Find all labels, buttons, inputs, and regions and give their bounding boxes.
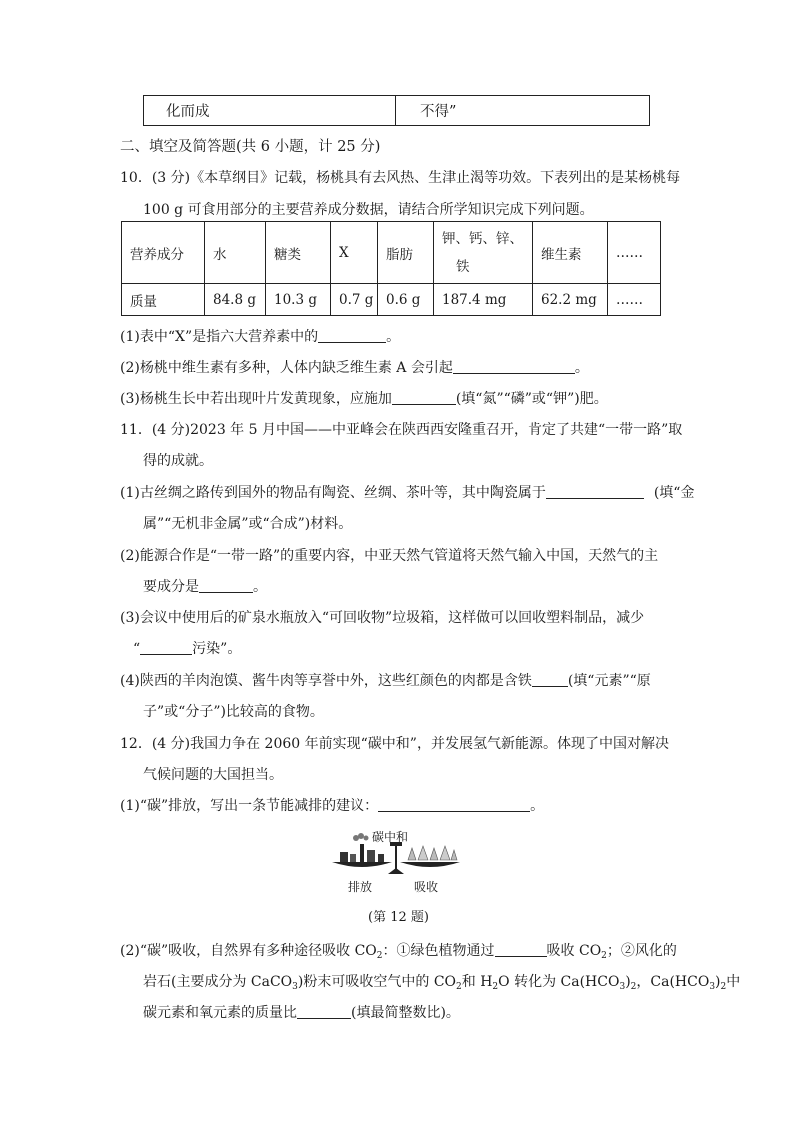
top-table-fragment [143, 95, 650, 126]
q12-part1 [120, 795, 544, 815]
figure-label-emission: 排放 [348, 880, 373, 894]
q12-part1-text: (1)“碳”排放，写出一条节能减排的建议： [120, 798, 379, 814]
nutrition-row-label: 质量 [122, 284, 205, 316]
nutrition-value-row [122, 284, 661, 316]
q12-part2-text: (填最简整数比)。 [351, 1005, 460, 1021]
answer-blank [495, 941, 547, 957]
answer-blank [546, 483, 644, 499]
subscript: 2 [376, 951, 383, 961]
q12-stem-line2: 气候问题的大国担当。 [143, 767, 283, 783]
q11-part4 [120, 670, 651, 690]
q11-part1-text-cont: (填“金 [653, 485, 695, 501]
nutrition-value-cell: 62.2 mg [533, 284, 608, 316]
subscript: 2 [601, 951, 607, 961]
q11-part4-text: (4)陕西的羊肉泡馍、酱牛肉等享誉中外，这些红颜色的肉都是含铁 [120, 673, 532, 689]
answer-blank [378, 796, 530, 812]
q12-part2-text: )粉末可吸收空气中的 CO [297, 974, 457, 990]
q12-part2 [120, 940, 677, 961]
nutrition-value-cell: 84.8 g [205, 284, 266, 316]
minerals-label-line1: 钾、钙、锌、 [442, 230, 523, 247]
q12-part2-text: 碳元素和氧元素的质量比 [143, 1005, 297, 1021]
nutrition-header-row [122, 222, 661, 284]
q11-part1 [120, 482, 694, 502]
q12-part2-text: 岩石(主要成分为 CaCO [143, 974, 293, 990]
nutrition-header-cell: 水 [205, 222, 266, 284]
nutrition-value-cell: 10.3 g [266, 284, 331, 316]
nutrition-value-cell: 0.7 g [331, 284, 378, 316]
q11-stem-line2: 得的成就。 [143, 453, 213, 469]
subscript: 3 [292, 982, 298, 992]
subscript: 2 [720, 982, 727, 992]
nutrition-value-cell: 0.6 g [378, 284, 434, 316]
q11-part2-end: 。 [253, 579, 267, 595]
minerals-label-line2: 铁 [456, 258, 470, 275]
q12-part2-text: 和 H [461, 974, 493, 990]
q11-part2: (2)能源合作是“一带一路”的重要内容，中亚天然气管道将天然气输入中国，天然气的主 [120, 548, 659, 564]
nutrition-value-cell: …… [608, 284, 661, 316]
figure-label-absorption: 吸收 [414, 880, 439, 894]
q11-part3-line2 [133, 638, 241, 658]
q12-part2-text: ：①绿色植物通过 [382, 943, 495, 959]
q10-part3-text: (3)杨桃生长中若出现叶片发黄现象，应施加 [120, 391, 392, 407]
q11-part4-line2: 子”或“分子”)比较高的食物。 [143, 704, 324, 720]
subscript: 2 [630, 982, 637, 992]
q12-part2-text: ) [625, 974, 631, 990]
answer-blank [199, 577, 253, 593]
q12-part2-line2 [143, 971, 740, 992]
q12-part2-text: ，Ca(HCO [636, 974, 710, 990]
q12-stem-line1: 12．(4 分)我国力争在 2060 年前实现“碳中和”，并发展氢气新能源。体现了中国对解决 [120, 736, 669, 752]
q10-stem-line1: 10．(3 分)《本草纲目》记载，杨桃具有去风热、生津止渴等功效。下表列出的是某杨桃每 [120, 170, 681, 186]
q10-part3-end: (填“氮”“磷”或“钾”)肥。 [455, 391, 608, 407]
q10-part2-end: 。 [574, 360, 589, 376]
q10-part3 [120, 388, 608, 408]
q11-part3-quote: “ [133, 641, 141, 657]
nutrition-header-cell: 脂肪 [378, 222, 434, 284]
q11-part1-text: (1)古丝绸之路传到国外的物品有陶瓷、丝绸、茶叶等，其中陶瓷属于 [120, 485, 546, 501]
q10-part1-text: (1)表中“X”是指六大营养素中的 [120, 329, 319, 345]
answer-blank [140, 639, 192, 655]
q12-part2-text: ) [715, 974, 721, 990]
q11-part3: (3)会议中使用后的矿泉水瓶放入“可回收物”垃圾箱，这样做可以回收塑料制品，减少 [120, 610, 645, 626]
q10-stem-line2: 100 g 可食用部分的主要营养成分数据，请结合所学知识完成下列问题。 [143, 202, 594, 218]
answer-blank [297, 1003, 351, 1019]
q11-part4-text-cont: (填“元素”“原 [567, 673, 651, 689]
subscript: 2 [492, 982, 499, 992]
answer-blank [453, 358, 575, 374]
top-table-cell-left: 化而成 [166, 104, 210, 120]
q10-part2 [120, 357, 589, 377]
q11-stem-line1: 11．(4 分)2023 年 5 月中国——中亚峰会在陕西西安隆重召开，肯定了共建“一带一路”取 [120, 422, 683, 438]
carbon-balance-figure [330, 830, 462, 900]
nutrition-header-cell: …… [608, 222, 661, 284]
q10-part1-end: 。 [386, 329, 401, 345]
q12-part2-text: O 转化为 Ca(HCO [498, 974, 620, 990]
q12-part2-text: (2)“碳”吸收，自然界有多种途径吸收 CO [120, 943, 377, 959]
top-table-cell-right: 不得” [395, 96, 649, 125]
q11-part3-end: 污染”。 [192, 641, 242, 657]
q12-part2-text: ；②风化的 [606, 943, 677, 959]
nutrition-header-cell: 维生素 [533, 222, 608, 284]
figure-caption: (第 12 题) [368, 910, 429, 925]
q12-part2-line3 [143, 1002, 460, 1022]
q10-part2-text: (2)杨桃中维生素有多种，人体内缺乏维生素 A 会引起 [120, 360, 453, 376]
q11-part2-text: 要成分是 [143, 579, 199, 595]
q12-part2-text: 吸收 CO [546, 943, 602, 959]
subscript: 3 [709, 982, 716, 992]
subscript: 2 [456, 982, 462, 992]
q12-part2-text: 中 [726, 974, 741, 990]
nutrition-header-cell: 营养成分 [122, 222, 205, 284]
q12-part1-end: 。 [530, 798, 545, 814]
nutrition-header-cell: X [331, 222, 378, 284]
nutrition-value-cell: 187.4 mg [434, 284, 533, 316]
figure-label-top: 碳中和 [372, 830, 409, 844]
answer-blank [532, 671, 568, 687]
nutrition-table [121, 221, 661, 316]
q11-part2-line2 [143, 576, 267, 596]
q10-part1 [120, 326, 400, 346]
answer-blank [318, 327, 386, 343]
answer-blank [392, 389, 456, 405]
section-title: 二、填空及简答题(共 6 小题，计 25 分) [120, 139, 381, 155]
subscript: 3 [619, 982, 626, 992]
nutrition-header-cell-minerals [434, 222, 533, 284]
q11-part1-line2: 属”“无机非金属”或“合成”)材料。 [143, 516, 353, 532]
nutrition-header-cell: 糖类 [266, 222, 331, 284]
